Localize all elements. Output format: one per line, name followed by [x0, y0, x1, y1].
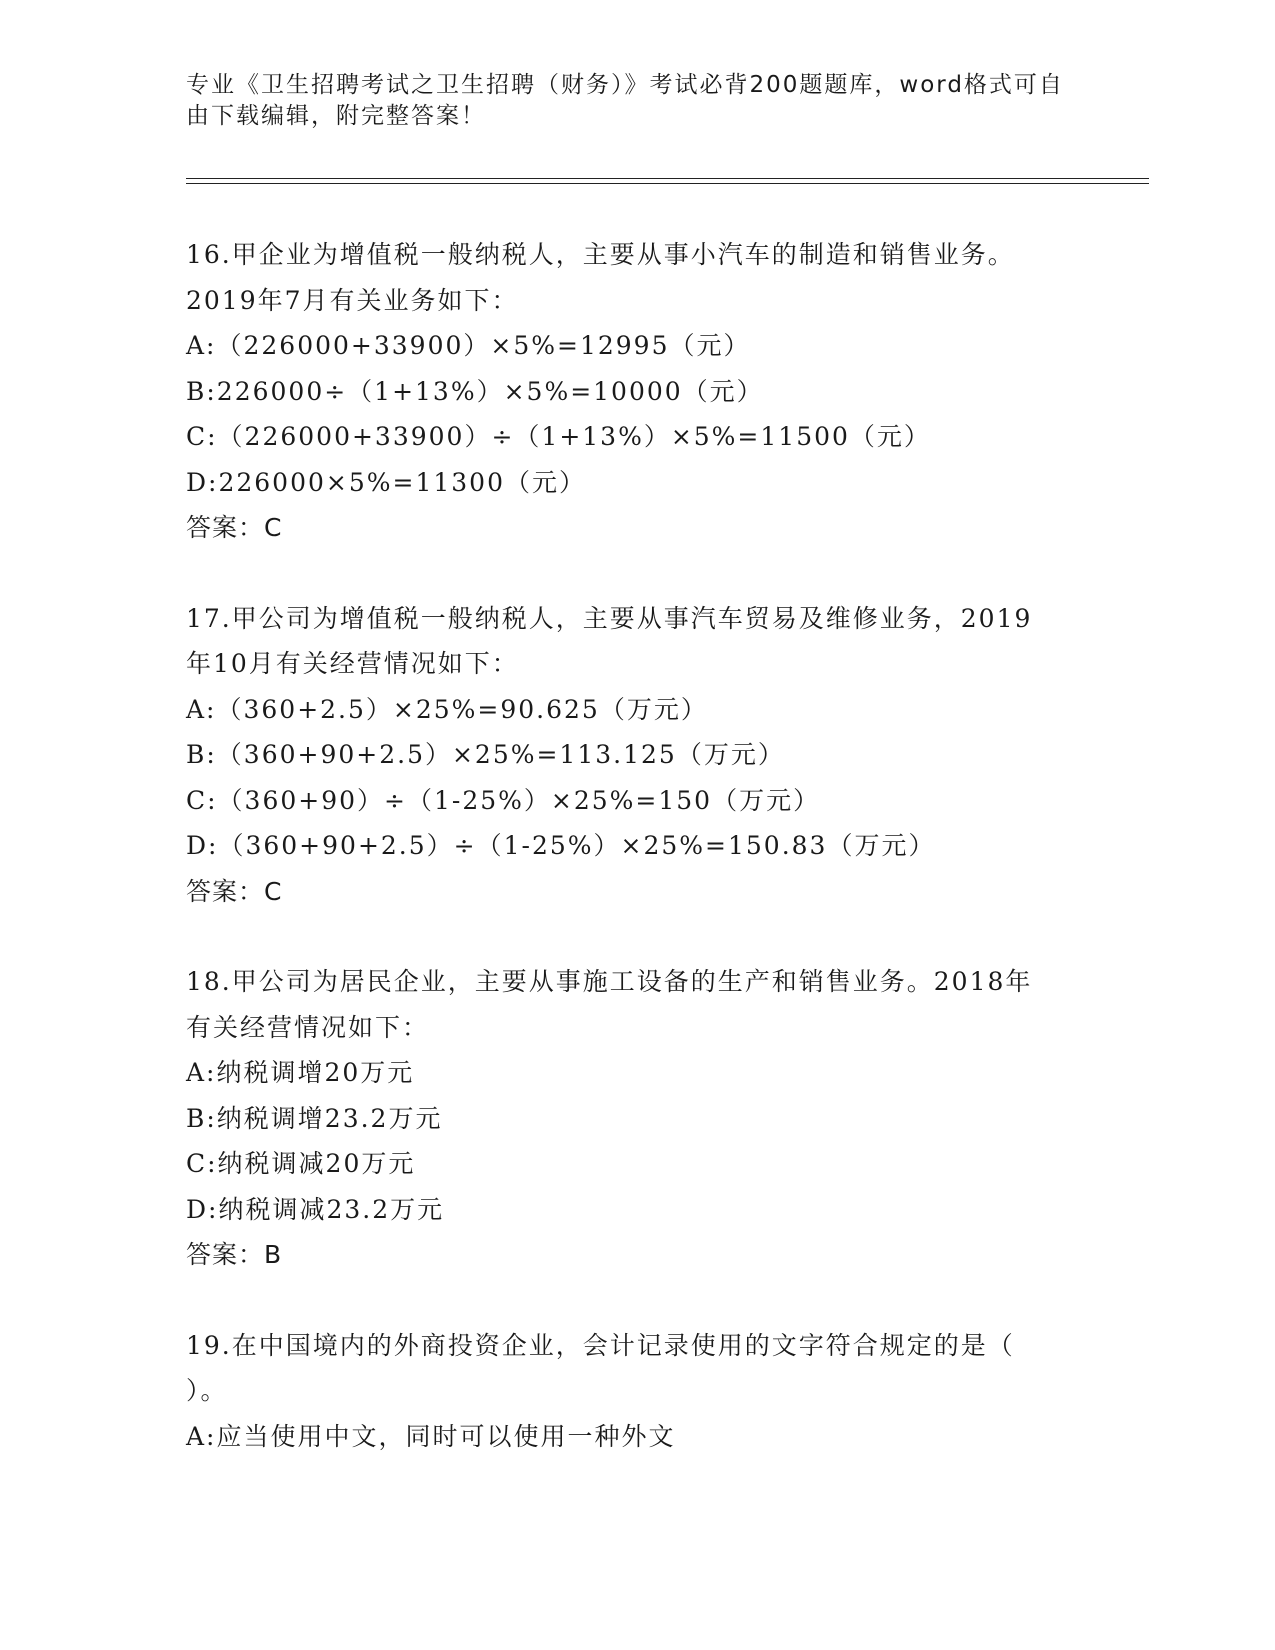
question-stem-line: 2019年7月有关业务如下：: [186, 285, 519, 315]
option-a: A:（226000+33900）×5%=12995（元）: [186, 331, 751, 360]
option-c: C:（360+90）÷（1-25%）×25%=150（万元）: [186, 785, 821, 815]
question-18: [186, 959, 1086, 1278]
answer-line: 答案：C: [186, 876, 283, 906]
header-divider-top: [186, 178, 1149, 179]
option-d: D:226000×5%=11300（元）: [186, 467, 586, 497]
option-b: B:纳税调增23.2万元: [186, 1103, 443, 1133]
option-d: D:纳税调减23.2万元: [186, 1194, 445, 1224]
question-stem-line: 有关经营情况如下：: [186, 1012, 430, 1042]
question-list: [186, 232, 1086, 1504]
option-b: B:（360+90+2.5）×25%=113.125（万元）: [186, 740, 785, 769]
header-line-2: 由下载编辑，附完整答案！: [186, 103, 486, 129]
option-a: A:（360+2.5）×25%=90.625（万元）: [186, 694, 708, 724]
header-line-1: 专业《卫生招聘考试之卫生招聘（财务）》考试必背200题题库，word格式可自: [186, 72, 1064, 98]
question-stem-line: ）。: [186, 1376, 228, 1405]
header-divider-bottom: [186, 183, 1149, 184]
option-a: A:纳税调增20万元: [186, 1058, 415, 1087]
question-19: [186, 1323, 1086, 1460]
option-c: C:纳税调减20万元: [186, 1149, 416, 1178]
question-stem-line: 16.甲企业为增值税一般纳税人，主要从事小汽车的制造和销售业务。: [186, 240, 1015, 269]
option-a: A:应当使用中文，同时可以使用一种外文: [186, 1421, 676, 1451]
answer-line: 答案：B: [186, 1240, 283, 1269]
question-stem-line: 17.甲公司为增值税一般纳税人，主要从事汽车贸易及维修业务，2019: [186, 603, 1033, 633]
option-b: B:226000÷（1+13%）×5%=10000（元）: [186, 376, 764, 406]
answer-line: 答案：C: [186, 513, 283, 542]
option-d: D:（360+90+2.5）÷（1-25%）×25%=150.83（万元）: [186, 831, 936, 860]
question-16: [186, 232, 1086, 551]
question-17: [186, 596, 1086, 915]
question-stem-line: 18.甲公司为居民企业，主要从事施工设备的生产和销售业务。2018年: [186, 967, 1033, 996]
question-stem-line: 年10月有关经营情况如下：: [186, 649, 519, 678]
document-header: [186, 70, 1066, 132]
question-stem-line: 19.在中国境内的外商投资企业，会计记录使用的文字符合规定的是（: [186, 1330, 1015, 1360]
option-c: C:（226000+33900）÷（1+13%）×5%=11500（元）: [186, 422, 931, 451]
